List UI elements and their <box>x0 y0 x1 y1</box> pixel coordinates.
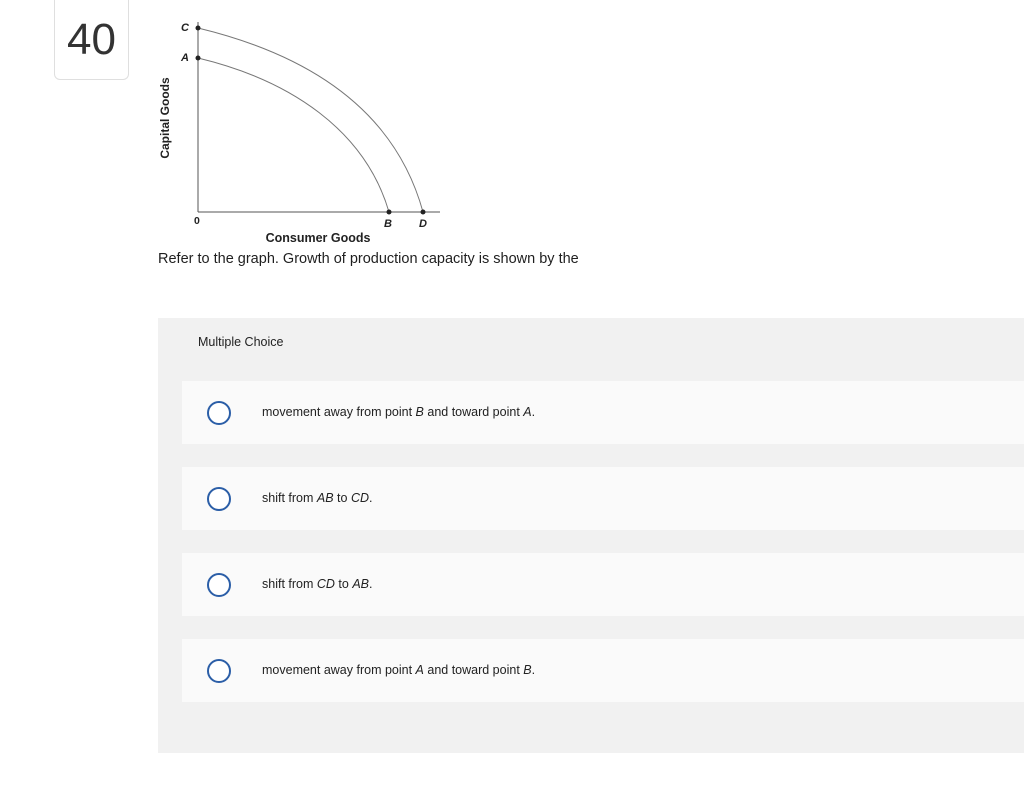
point-a-marker <box>196 56 201 61</box>
origin-label: 0 <box>194 215 200 227</box>
point-b-label: B <box>384 218 392 230</box>
point-d-marker <box>421 210 426 215</box>
curve-ab <box>198 58 389 212</box>
point-c-marker <box>196 26 201 31</box>
choice-text: shift from CD to AB. <box>262 577 373 591</box>
question-number: 40 <box>54 0 129 80</box>
point-b-marker <box>387 210 392 215</box>
choice-option-3[interactable] <box>182 553 1024 616</box>
choice-option-1[interactable] <box>182 381 1024 444</box>
point-a-label: A <box>181 52 189 64</box>
ppf-graph <box>150 10 450 250</box>
y-axis-title: Capital Goods <box>158 77 172 159</box>
question-prompt: Refer to the graph. Growth of production capacity is shown by the <box>158 251 579 267</box>
radio-button[interactable] <box>207 487 231 511</box>
choice-text: movement away from point A and toward point B. <box>262 663 536 677</box>
choice-text: shift from AB to CD. <box>262 491 373 505</box>
x-axis-title: Consumer Goods <box>265 231 371 245</box>
multiple-choice-panel <box>158 318 1024 753</box>
multiple-choice-label: Multiple Choice <box>198 335 284 349</box>
radio-button[interactable] <box>207 659 231 683</box>
ppf-graph-svg <box>150 10 450 245</box>
choice-option-2[interactable] <box>182 467 1024 530</box>
curve-cd <box>198 28 423 212</box>
point-d-label: D <box>419 218 427 230</box>
choice-text: movement away from point B and toward point A. <box>262 405 536 419</box>
radio-button[interactable] <box>207 401 231 425</box>
point-c-label: C <box>181 22 189 34</box>
choice-option-4[interactable] <box>182 639 1024 702</box>
radio-button[interactable] <box>207 573 231 597</box>
